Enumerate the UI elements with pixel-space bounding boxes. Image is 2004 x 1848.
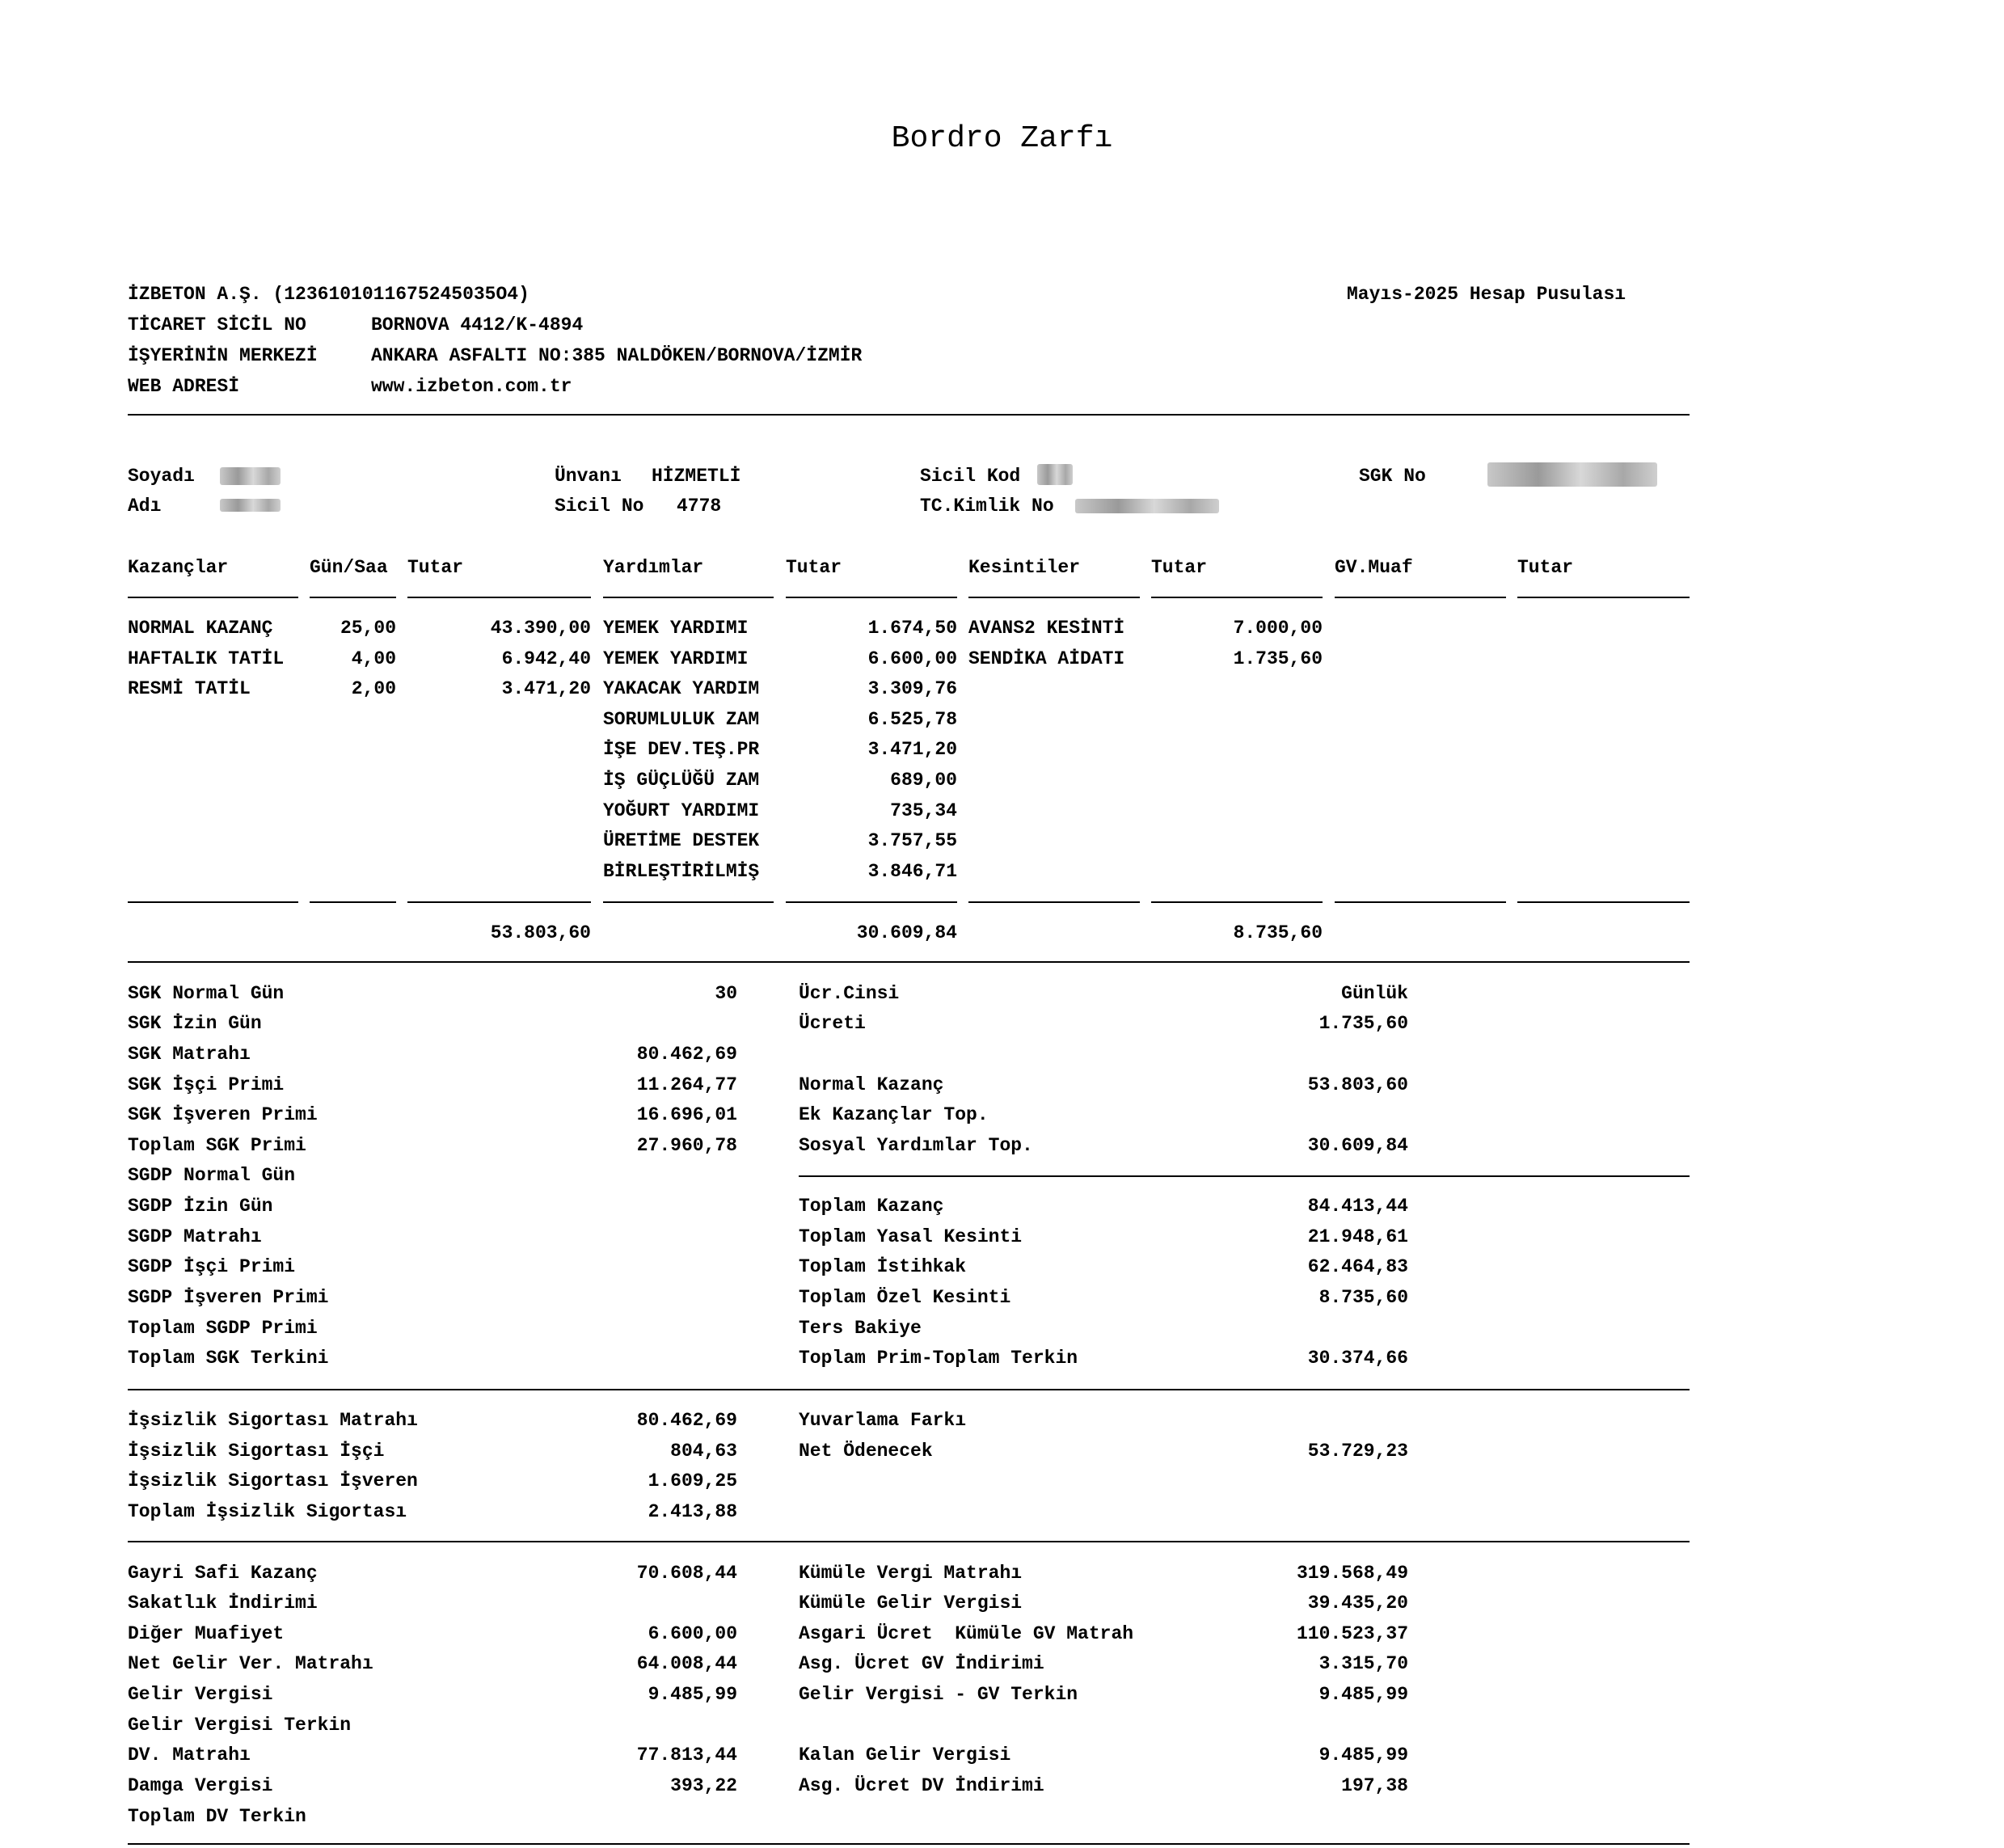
divider: [799, 1175, 1690, 1177]
deduction-name: AVANS2 KESİNTİ: [968, 618, 1125, 639]
sgk-label: SGK Matrahı: [128, 1044, 251, 1065]
net-pay-value: 53.729,23: [1307, 1441, 1408, 1462]
title-label: Ünvanı: [555, 466, 622, 487]
benefit-name: İŞ GÜÇLÜĞÜ ZAM: [603, 770, 760, 791]
redacted-registry-code: [1037, 464, 1073, 485]
column-rule: [968, 597, 1140, 598]
sgk-value: 16.696,01: [636, 1104, 737, 1125]
summary-value: 1.735,60: [1318, 1013, 1408, 1034]
earning-name: HAFTALIK TATİL: [128, 648, 285, 669]
tax-label: Damga Vergisi: [128, 1775, 273, 1796]
period-title: Mayıs-2025 Hesap Pusulası: [1347, 284, 1626, 305]
tax-label: Gelir Vergisi Terkin: [128, 1715, 352, 1736]
deductions-total: 8.735,60: [1233, 922, 1323, 943]
surname-label: Soyadı: [128, 466, 195, 487]
sgk-label: SGK İşçi Primi: [128, 1074, 285, 1095]
benefit-name: SORUMLULUK ZAM: [603, 709, 760, 730]
summary-label: Ücreti: [799, 1013, 866, 1034]
summary-label: Toplam Prim-Toplam Terkin: [799, 1348, 1078, 1369]
web-address-value: www.izbeton.com.tr: [371, 376, 572, 397]
tax-value: 393,22: [670, 1775, 737, 1796]
column-rule: [1517, 597, 1690, 598]
benefit-amount: 1.674,50: [867, 618, 957, 639]
sgk-label: SGDP Normal Gün: [128, 1165, 296, 1186]
earning-name: RESMİ TATİL: [128, 678, 251, 699]
summary-label: Toplam Yasal Kesinti: [799, 1226, 1023, 1247]
benefit-name: YEMEK YARDIMI: [603, 648, 749, 669]
tax-label: Sakatlık İndirimi: [128, 1593, 318, 1614]
unemployment-label: İşsizlik Sigortası Matrahı: [128, 1410, 418, 1431]
title-value: HİZMETLİ: [652, 466, 741, 487]
benefit-name: BİRLEŞTİRİLMİŞ: [603, 861, 760, 882]
cumulative-value: 39.435,20: [1307, 1593, 1408, 1614]
tax-label: Gayri Safi Kazanç: [128, 1563, 318, 1584]
summary-label: Ek Kazançlar Top.: [799, 1104, 989, 1125]
unemployment-label: İşsizlik Sigortası İşçi: [128, 1441, 385, 1462]
headquarters-label: İŞYERİNİN MERKEZİ: [128, 345, 318, 366]
summary-value: 21.948,61: [1307, 1226, 1408, 1247]
summary-value: 84.413,44: [1307, 1196, 1408, 1217]
cumulative-label: Kalan Gelir Vergisi: [799, 1745, 1011, 1766]
sgk-label: SGK Normal Gün: [128, 983, 285, 1004]
company-name: İZBETON A.Ş. (1236101011675245035O4): [128, 284, 529, 305]
tax-label: Net Gelir Ver. Matrahı: [128, 1653, 373, 1674]
sgk-label: SGDP Matrahı: [128, 1226, 262, 1247]
benefit-name: ÜRETİME DESTEK: [603, 830, 760, 851]
column-rule: [786, 901, 957, 903]
cumulative-label: Asg. Ücret DV İndirimi: [799, 1775, 1044, 1796]
col-header-tax-exempt-amount: Tutar: [1517, 557, 1574, 578]
unemployment-label: Toplam İşsizlik Sigortası: [128, 1501, 407, 1522]
earnings-total: 53.803,60: [490, 922, 591, 943]
earning-amount: 6.942,40: [501, 648, 591, 669]
trade-registry-value: BORNOVA 4412/K-4894: [371, 314, 584, 335]
benefit-amount: 6.525,78: [867, 709, 957, 730]
benefit-amount: 3.757,55: [867, 830, 957, 851]
column-rule: [310, 901, 396, 903]
cumulative-label: Kümüle Gelir Vergisi: [799, 1593, 1023, 1614]
sgk-label: Toplam SGDP Primi: [128, 1318, 318, 1339]
summary-label: Normal Kazanç: [799, 1074, 944, 1095]
col-header-deductions-amount: Tutar: [1151, 557, 1208, 578]
column-rule: [407, 597, 591, 598]
tax-label: DV. Matrahı: [128, 1745, 251, 1766]
summary-label: Toplam İstihkak: [799, 1256, 967, 1277]
tax-label: Toplam DV Terkin: [128, 1806, 306, 1827]
summary-value: 30.374,66: [1307, 1348, 1408, 1369]
tax-value: 77.813,44: [636, 1745, 737, 1766]
divider: [128, 1541, 1690, 1542]
registry-no-label: Sicil No: [555, 496, 644, 517]
col-header-benefits-amount: Tutar: [786, 557, 842, 578]
earning-name: NORMAL KAZANÇ: [128, 618, 273, 639]
sgk-label: SGDP İzin Gün: [128, 1196, 273, 1217]
tax-value: 70.608,44: [636, 1563, 737, 1584]
cumulative-label: Kümüle Vergi Matrahı: [799, 1563, 1023, 1584]
net-pay-label: Net Ödenecek: [799, 1441, 933, 1462]
divider: [128, 961, 1690, 963]
tax-label: Diğer Muafiyet: [128, 1623, 285, 1644]
col-header-benefits: Yardımlar: [603, 557, 704, 578]
column-rule: [786, 597, 957, 598]
benefit-name: YOĞURT YARDIMI: [603, 800, 760, 821]
summary-value: 62.464,83: [1307, 1256, 1408, 1277]
summary-value: 8.735,60: [1318, 1287, 1408, 1308]
benefit-amount: 3.471,20: [867, 739, 957, 760]
earning-amount: 3.471,20: [501, 678, 591, 699]
benefit-amount: 6.600,00: [867, 648, 957, 669]
sgk-value: 30: [715, 983, 737, 1004]
column-rule: [1335, 901, 1506, 903]
col-header-deductions: Kesintiler: [968, 557, 1081, 578]
trade-registry-label: TİCARET SİCİL NO: [128, 314, 306, 335]
column-rule: [128, 597, 298, 598]
unemployment-value: 80.462,69: [636, 1410, 737, 1431]
name-label: Adı: [128, 496, 162, 517]
column-rule: [968, 901, 1140, 903]
registry-code-label: Sicil Kod: [920, 466, 1021, 487]
earning-days: 2,00: [351, 678, 396, 699]
cumulative-value: 9.485,99: [1318, 1745, 1408, 1766]
benefit-amount: 735,34: [890, 800, 957, 821]
column-rule: [310, 597, 396, 598]
earning-amount: 43.390,00: [490, 618, 591, 639]
summary-value: 30.609,84: [1307, 1135, 1408, 1156]
redacted-national-id: [1075, 499, 1219, 513]
cumulative-label: Asgari Ücret Kümüle GV Matrah: [799, 1623, 1134, 1644]
tax-value: 64.008,44: [636, 1653, 737, 1674]
benefit-name: YAKACAK YARDIM: [603, 678, 760, 699]
divider: [128, 1843, 1690, 1845]
tax-value: 6.600,00: [648, 1623, 737, 1644]
document-title: Bordro Zarfı: [891, 121, 1113, 156]
unemployment-value: 804,63: [670, 1441, 737, 1462]
cumulative-value: 197,38: [1341, 1775, 1408, 1796]
registry-no-value: 4778: [677, 496, 722, 517]
sgk-label: SGDP İşçi Primi: [128, 1256, 296, 1277]
cumulative-label: Asg. Ücret GV İndirimi: [799, 1653, 1044, 1674]
col-header-earnings-amount: Tutar: [407, 557, 464, 578]
cumulative-value: 319.568,49: [1296, 1563, 1408, 1584]
sgk-value: 27.960,78: [636, 1135, 737, 1156]
cumulative-value: 110.523,37: [1296, 1623, 1408, 1644]
summary-label: Sosyal Yardımlar Top.: [799, 1135, 1033, 1156]
redacted-name: [220, 499, 281, 512]
summary-label: Toplam Özel Kesinti: [799, 1287, 1011, 1308]
column-rule: [407, 901, 591, 903]
benefit-amount: 3.309,76: [867, 678, 957, 699]
summary-label: Ücr.Cinsi: [799, 983, 900, 1004]
sgk-label: SGK İzin Gün: [128, 1013, 262, 1034]
cumulative-label: Gelir Vergisi - GV Terkin: [799, 1684, 1078, 1705]
headquarters-value: ANKARA ASFALTI NO:385 NALDÖKEN/BORNOVA/İZMİR: [371, 345, 863, 366]
sgk-value: 80.462,69: [636, 1044, 737, 1065]
col-header-earnings: Kazançlar: [128, 557, 229, 578]
column-rule: [1151, 901, 1323, 903]
column-rule: [1335, 597, 1506, 598]
sgk-no-label: SGK No: [1359, 466, 1426, 487]
deduction-amount: 1.735,60: [1233, 648, 1323, 669]
unemployment-value: 1.609,25: [648, 1470, 737, 1491]
col-header-days: Gün/Saa: [310, 557, 388, 578]
summary-value: 53.803,60: [1307, 1074, 1408, 1095]
col-header-tax-exempt: GV.Muaf: [1335, 557, 1413, 578]
summary-value: Günlük: [1341, 983, 1408, 1004]
cumulative-value: 3.315,70: [1318, 1653, 1408, 1674]
sgk-value: 11.264,77: [636, 1074, 737, 1095]
redacted-sgk-no: [1487, 462, 1657, 487]
cumulative-value: 9.485,99: [1318, 1684, 1408, 1705]
column-rule: [1151, 597, 1323, 598]
summary-label: Toplam Kazanç: [799, 1196, 944, 1217]
column-rule: [603, 597, 774, 598]
benefit-name: YEMEK YARDIMI: [603, 618, 749, 639]
summary-label: Ters Bakiye: [799, 1318, 922, 1339]
benefit-amount: 3.846,71: [867, 861, 957, 882]
benefits-total: 30.609,84: [856, 922, 957, 943]
deduction-amount: 7.000,00: [1233, 618, 1323, 639]
sgk-label: Toplam SGK Primi: [128, 1135, 306, 1156]
divider: [128, 414, 1690, 416]
national-id-label: TC.Kimlik No: [920, 496, 1054, 517]
redacted-surname: [220, 467, 281, 485]
column-rule: [1517, 901, 1690, 903]
sgk-label: Toplam SGK Terkini: [128, 1348, 329, 1369]
earning-days: 4,00: [351, 648, 396, 669]
earning-days: 25,00: [340, 618, 396, 639]
tax-label: Gelir Vergisi: [128, 1684, 273, 1705]
column-rule: [603, 901, 774, 903]
sgk-label: SGDP İşveren Primi: [128, 1287, 329, 1308]
deduction-name: SENDİKA AİDATI: [968, 648, 1125, 669]
unemployment-label: İşsizlik Sigortası İşveren: [128, 1470, 418, 1491]
web-address-label: WEB ADRESİ: [128, 376, 240, 397]
benefit-amount: 689,00: [890, 770, 957, 791]
unemployment-value: 2.413,88: [648, 1501, 737, 1522]
column-rule: [128, 901, 298, 903]
tax-value: 9.485,99: [648, 1684, 737, 1705]
benefit-name: İŞE DEV.TEŞ.PR: [603, 739, 760, 760]
divider: [128, 1389, 1690, 1390]
rounding-label: Yuvarlama Farkı: [799, 1410, 967, 1431]
sgk-label: SGK İşveren Primi: [128, 1104, 318, 1125]
